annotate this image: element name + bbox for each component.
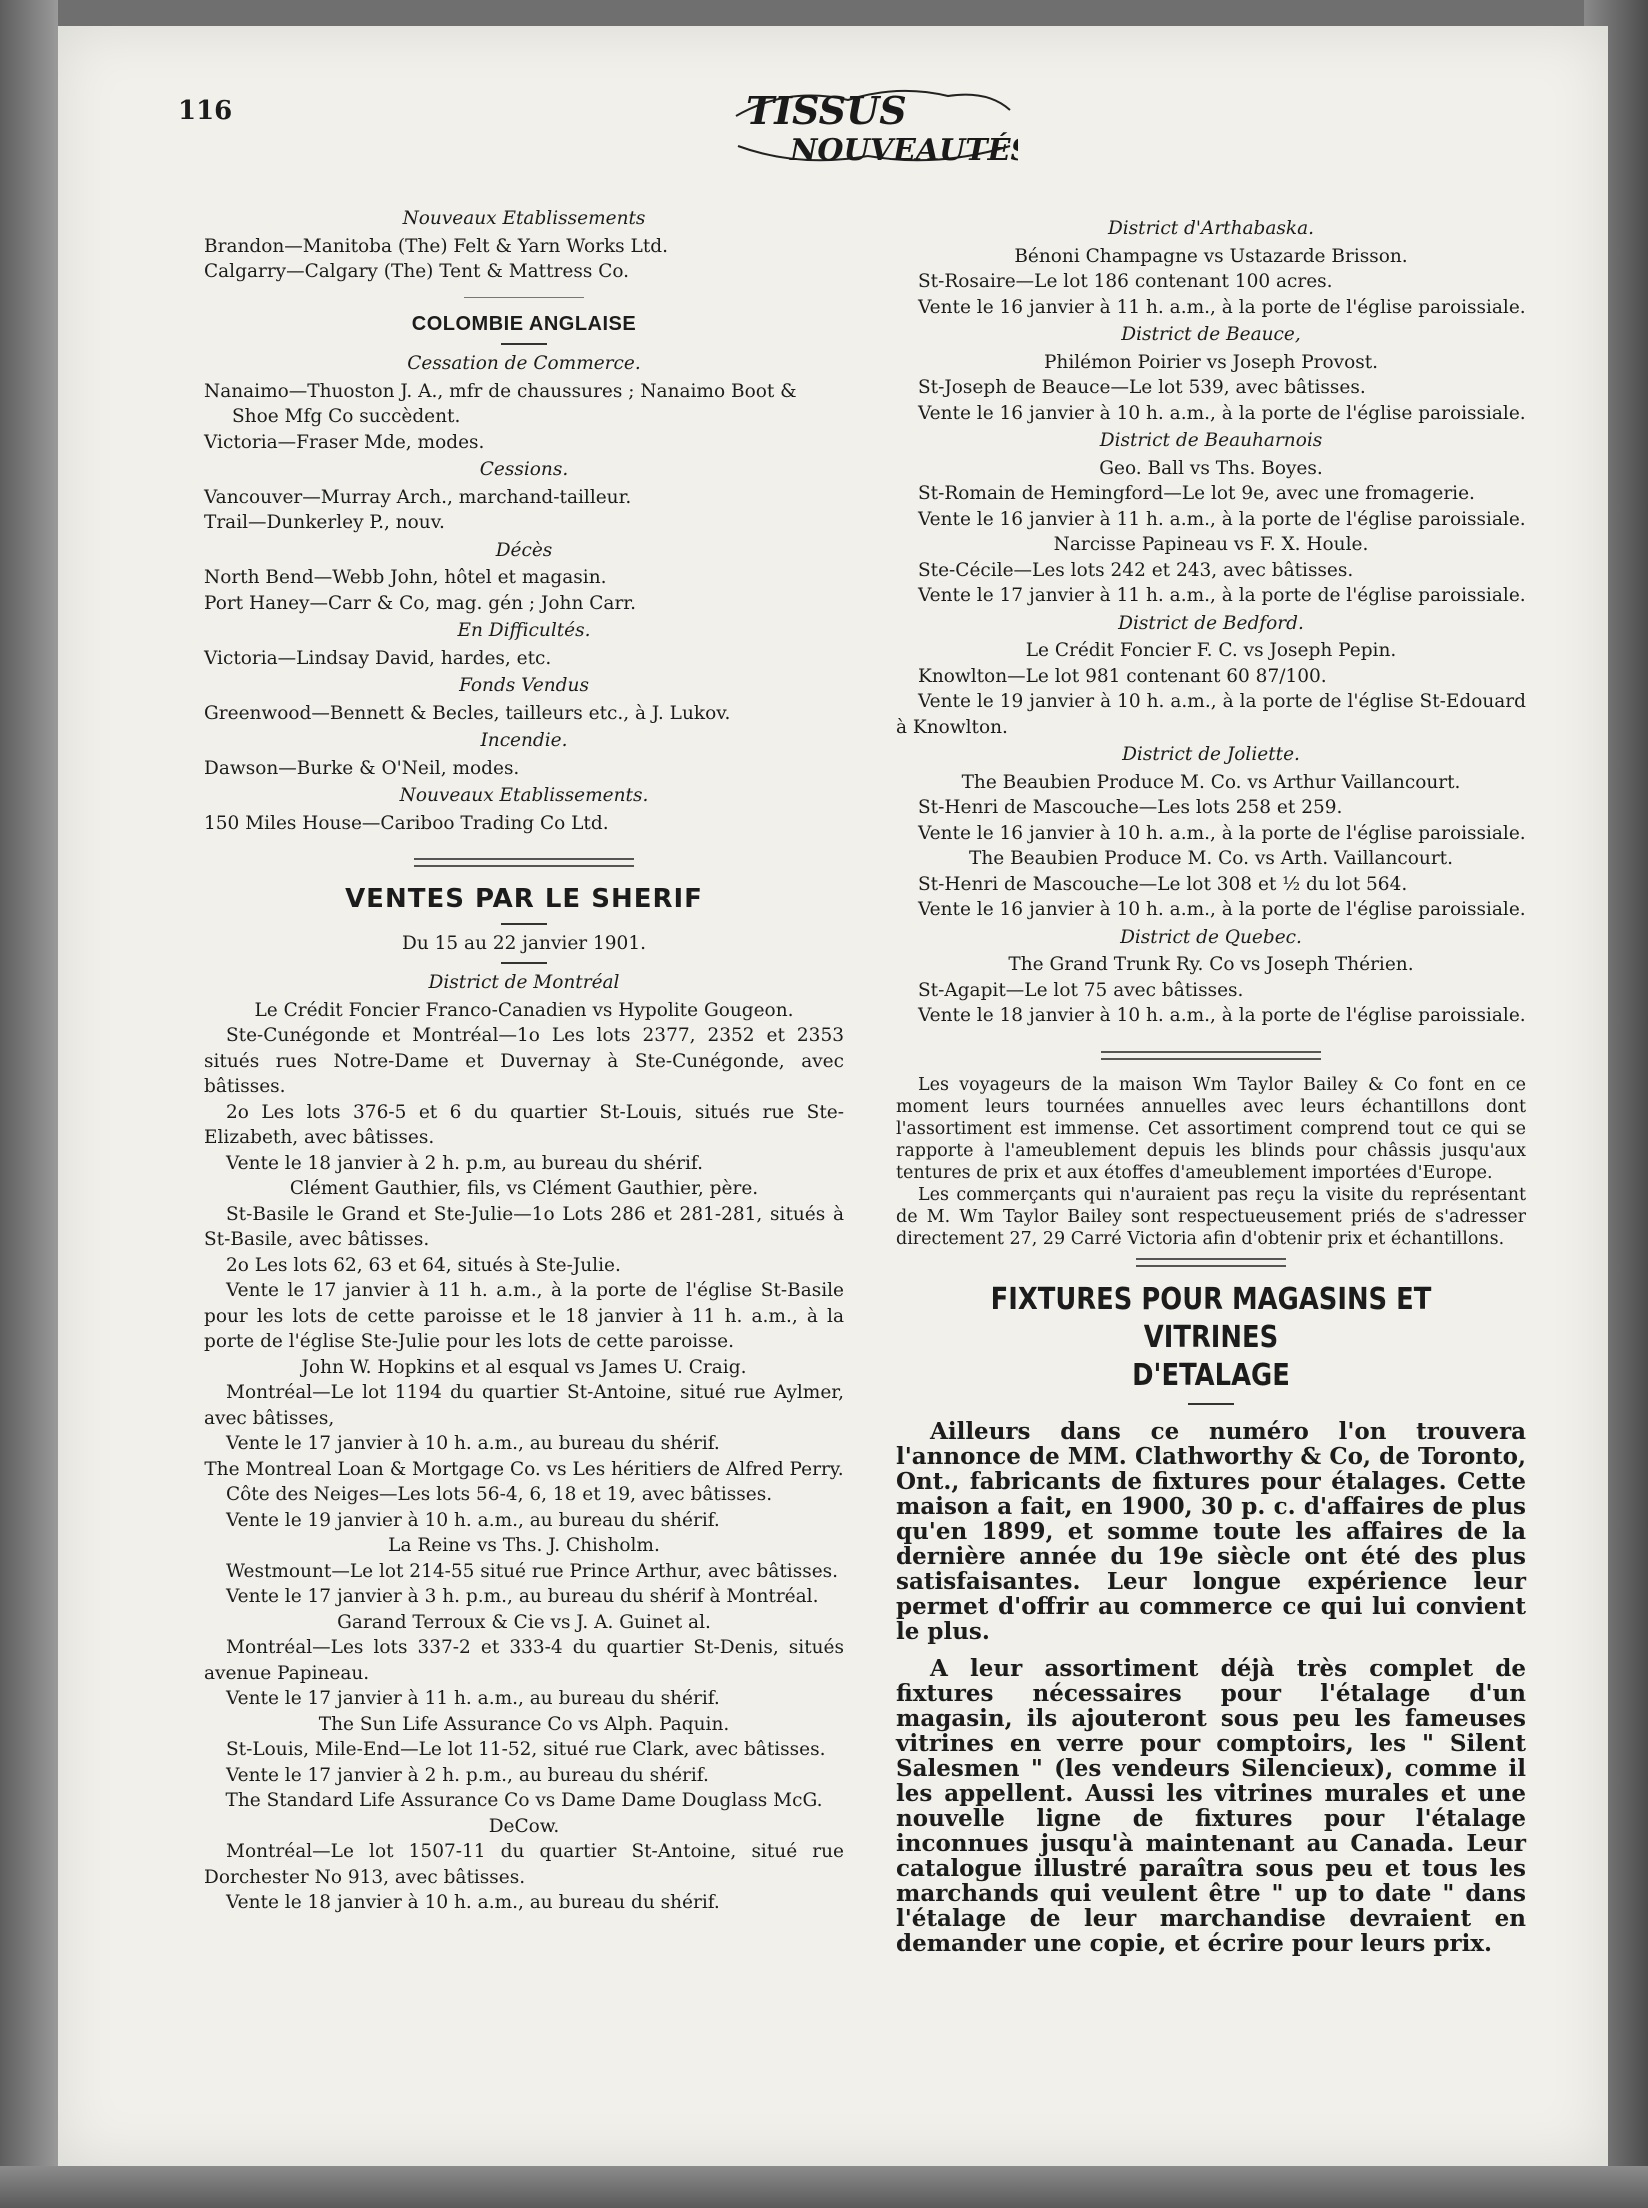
district-heading: District de Bedford. bbox=[1118, 612, 1304, 634]
entry-text: Vente le 16 janvier à 10 h. a.m., à la porte de l'église paroissiale. bbox=[918, 822, 1526, 844]
list-item: Nanaimo—Thuoston J. A., mfr de chaussures ; Nanaimo Boot & Shoe Mfg Co succèdent. bbox=[204, 380, 797, 427]
entry-text: Vente le 19 janvier à 10 h. a.m., à la porte de l'église St-Edouard à Knowlton. bbox=[896, 691, 1526, 738]
district-heading: District de Montréal bbox=[428, 972, 620, 993]
case-title: The Beaubien Produce M. Co. vs Arth. Vaillancourt. bbox=[969, 848, 1453, 869]
entry-text: Vente le 17 janvier à 3 h. p.m., au bureau du shérif à Montréal. bbox=[226, 1586, 819, 1607]
case-title: Narcisse Papineau vs F. X. Houle. bbox=[1053, 534, 1369, 555]
district-entries bbox=[896, 216, 1526, 1029]
entry-text: St-Louis, Mile-End—Le lot 11-52, situé rue Clark, avec bâtisses. bbox=[226, 1739, 826, 1760]
section-heading: Décès bbox=[495, 539, 553, 561]
list-item: Trail—Dunkerley P., nouv. bbox=[204, 512, 445, 533]
divider bbox=[501, 923, 547, 925]
case-title: The Beaubien Produce M. Co. vs Arthur Vaillancourt. bbox=[961, 771, 1461, 793]
masthead-logo bbox=[728, 76, 1018, 172]
section-heading: Cessation de Commerce. bbox=[407, 353, 641, 374]
divider bbox=[464, 297, 584, 298]
article-title-line1: FIXTURES POUR MAGASINS ET VITRINES bbox=[990, 1281, 1432, 1355]
case-title: La Reine vs Ths. J. Chisholm. bbox=[388, 1535, 660, 1556]
divider bbox=[501, 962, 547, 964]
entry-text: Montréal—Le lot 1194 du quartier St-Antoine, situé rue Aylmer, avec bâtisses, bbox=[204, 1382, 844, 1429]
entry-text: Vente le 17 janvier à 11 h. a.m., au bureau du shérif. bbox=[226, 1688, 720, 1709]
masthead-line1: TISSUS bbox=[746, 88, 907, 133]
entry-text: Vente le 16 janvier à 11 h. a.m., à la porte de l'église paroissiale. bbox=[918, 296, 1526, 318]
case-title: Bénoni Champagne vs Ustazarde Brisson. bbox=[1014, 245, 1408, 267]
list-item: Vancouver—Murray Arch., marchand-tailleur. bbox=[204, 486, 632, 508]
case-title: The Grand Trunk Ry. Co vs Joseph Thérien. bbox=[1008, 954, 1414, 975]
notice-block bbox=[896, 1074, 1526, 1250]
entry-text: Vente le 18 janvier à 10 h. a.m., à la porte de l'église paroissiale. bbox=[918, 1005, 1526, 1026]
case-title: The Sun Life Assurance Co vs Alph. Paquin. bbox=[318, 1713, 730, 1735]
entry-text: Vente le 16 janvier à 11 h. a.m., à la porte de l'église paroissiale. bbox=[918, 508, 1526, 530]
entry-text: Côte des Neiges—Les lots 56-4, 6, 18 et 19, avec bâtisses. bbox=[226, 1484, 773, 1505]
entry-text: Ste-Cunégonde et Montréal—1o Les lots 2377, 2352 et 2353 situés rues Notre-Dame et Duvernay à Ste-Cunégonde, avec bâtisses. bbox=[204, 1025, 844, 1097]
scan-edge-left bbox=[0, 0, 58, 2208]
article-paragraph: Ailleurs dans ce numéro l'on trouvera l'annonce de MM. Clathworthy & Co, de Toronto, Ont., fabricants de fixtures pour étalages. Cette maison a fait, en 1900, 30 p. c. d'affaires de plus qu'en 1899, et somme toute les affaires de la dernière année du 19e siècle ont été des plus satisfaisantes. Leur longue expérience leur permet d'offrir au commerce ce qui lui convient le plus. bbox=[896, 1417, 1526, 1645]
section-heading: Nouveaux Etablissements. bbox=[399, 785, 649, 806]
entry-text: St-Basile le Grand et Ste-Julie—1o Lots 286 et 281-281, situés à St-Basile, avec bâtisses. bbox=[204, 1203, 844, 1250]
case-title: Le Crédit Foncier Franco-Canadien vs Hypolite Gougeon. bbox=[254, 999, 794, 1021]
case-title: Clément Gauthier, fils, vs Clément Gauthier, père. bbox=[289, 1178, 759, 1199]
district-heading: District de Quebec. bbox=[1120, 926, 1302, 948]
left-column bbox=[204, 204, 844, 1916]
case-title: The Montreal Loan & Mortgage Co. vs Les héritiers de Alfred Perry. bbox=[204, 1458, 844, 1480]
list-item: Greenwood—Bennett & Becles, tailleurs etc., à J. Lukov. bbox=[204, 702, 731, 724]
entry-text: St-Joseph de Beauce—Le lot 539, avec bâtisses. bbox=[918, 377, 1366, 398]
district-heading: District de Joliette. bbox=[1122, 744, 1300, 765]
entry-text: Vente le 16 janvier à 10 h. a.m., à la porte de l'église paroissiale. bbox=[918, 899, 1526, 920]
divider bbox=[1136, 1258, 1286, 1267]
district-heading: District d'Arthabaska. bbox=[1107, 218, 1315, 239]
case-title: Garand Terroux & Cie vs J. A. Guinet al. bbox=[337, 1611, 711, 1633]
divider bbox=[1101, 1051, 1321, 1060]
masthead-line2: NOUVEAUTÉS bbox=[790, 133, 1018, 168]
case-title: John W. Hopkins et al esqual vs James U. Craig. bbox=[301, 1356, 747, 1378]
entry-text: St-Henri de Mascouche—Les lots 258 et 259. bbox=[918, 797, 1343, 818]
entry-text: Knowlton—Le lot 981 contenant 60 87/100. bbox=[918, 665, 1327, 687]
sheriff-dates: Du 15 au 22 janvier 1901. bbox=[402, 932, 646, 954]
list-item: 150 Miles House—Cariboo Trading Co Ltd. bbox=[204, 812, 609, 834]
entry-text: Montréal—Les lots 337-2 et 333-4 du quartier St-Denis, situés avenue Papineau. bbox=[204, 1637, 844, 1684]
district-heading: District de Beauharnois bbox=[1099, 430, 1323, 451]
notice-paragraph: Les voyageurs de la maison Wm Taylor Bailey & Co font en ce moment leurs tournées annuelles avec leurs échantillons dont l'assortiment est immense. Cet assortiment comprend tout ce qui se rapporte à l'ameublement depuis les blinds pour châssis jusqu'aux tentures de prix et aux étoffes d'ameublement importées d'Europe. bbox=[896, 1074, 1526, 1183]
section-heading: Fonds Vendus bbox=[459, 675, 589, 696]
province-heading: COLOMBIE ANGLAISE bbox=[411, 312, 637, 335]
entry-text: Vente le 17 janvier à 11 h. a.m., à la porte de l'église St-Basile pour les lots de cette paroisse et le 18 janvier à 11 h. a.m., à la porte de l'église Ste-Julie pour les lots de cette paroisse. bbox=[204, 1280, 844, 1352]
notice-paragraph: Les commerçants qui n'auraient pas reçu la visite du représentant de M. Wm Taylor Bailey sont respectueusement priés de s'adresser directement 27, 29 Carré Victoria afin d'obtenir prix et échantillons. bbox=[896, 1184, 1526, 1249]
entry-text: Vente le 18 janvier à 2 h. p.m, au bureau du shérif. bbox=[226, 1152, 703, 1174]
divider bbox=[414, 858, 634, 867]
sheriff-title: VENTES PAR LE SHERIF bbox=[345, 884, 703, 914]
list-item: Victoria—Lindsay David, hardes, etc. bbox=[204, 647, 552, 669]
page-number: 116 bbox=[178, 96, 233, 126]
entry-text: St-Henri de Mascouche—Le lot 308 et ½ du lot 564. bbox=[918, 873, 1408, 895]
divider bbox=[1188, 1403, 1234, 1405]
sheriff-entries bbox=[204, 998, 844, 1916]
list-item: Port Haney—Carr & Co, mag. gén ; John Carr. bbox=[204, 592, 636, 614]
section-heading: Nouveaux Etablissements bbox=[402, 208, 646, 229]
entry-text: 2o Les lots 62, 63 et 64, situés à Ste-Julie. bbox=[226, 1254, 621, 1276]
entry-text: Vente le 18 janvier à 10 h. a.m., au bureau du shérif. bbox=[226, 1892, 720, 1913]
case-title: Le Crédit Foncier F. C. vs Joseph Pepin. bbox=[1025, 640, 1397, 661]
list-item: North Bend—Webb John, hôtel et magasin. bbox=[204, 567, 607, 588]
article-title bbox=[940, 1281, 1482, 1395]
right-column bbox=[896, 214, 1526, 1968]
entry-text: Ste-Cécile—Les lots 242 et 243, avec bâtisses. bbox=[918, 559, 1354, 581]
section-heading: Incendie. bbox=[480, 730, 568, 751]
case-title: The Standard Life Assurance Co vs Dame Dame Douglass McG. DeCow. bbox=[225, 1790, 823, 1837]
list-item: Victoria—Fraser Mde, modes. bbox=[204, 431, 485, 453]
entry-text: Westmount—Le lot 214-55 situé rue Prince Arthur, avec bâtisses. bbox=[226, 1560, 839, 1582]
article-paragraph: A leur assortiment déjà très complet de fixtures nécessaires pour l'étalage d'un magasin, ils ajouteront sous peu les fameuses vitrines en verre pour comptoirs, les " Silent Salesmen " (les vendeurs Silencieux), comme il les appellent. Aussi les vitrines murales et une nouvelle ligne de fixtures pour l'étalage inconnues jusqu'à maintenant au Canada. Leur catalogue illustré paraîtra sous peu et tous les marchands qui veulent être " up to date " dans l'étalage de leur marchandise devraient en demander une copie, et écrire pour leurs prix. bbox=[896, 1654, 1526, 1957]
entry-text: St-Romain de Hemingford—Le lot 9e, avec une fromagerie. bbox=[918, 483, 1475, 504]
entry-text: St-Rosaire—Le lot 186 contenant 100 acres. bbox=[918, 271, 1333, 292]
list-item: Brandon—Manitoba (The) Felt & Yarn Works Ltd. bbox=[204, 235, 668, 257]
entry-text: Vente le 17 janvier à 10 h. a.m., au bureau du shérif. bbox=[226, 1433, 720, 1454]
entry-text: Vente le 19 janvier à 10 h. a.m., au bureau du shérif. bbox=[226, 1509, 720, 1531]
list-item: Dawson—Burke & O'Neil, modes. bbox=[204, 757, 520, 779]
section-heading: En Difficultés. bbox=[457, 620, 591, 641]
section-heading: Cessions. bbox=[479, 459, 569, 480]
entry-text: Montréal—Le lot 1507-11 du quartier St-Antoine, situé rue Dorchester No 913, avec bâtisses. bbox=[204, 1841, 844, 1888]
district-heading: District de Beauce, bbox=[1121, 324, 1301, 345]
case-title: Geo. Ball vs Ths. Boyes. bbox=[1099, 457, 1323, 479]
case-title: Philémon Poirier vs Joseph Provost. bbox=[1043, 351, 1379, 373]
entry-text: St-Agapit—Le lot 75 avec bâtisses. bbox=[918, 979, 1244, 1001]
list-item: Calgarry—Calgary (The) Tent & Mattress Co. bbox=[204, 261, 630, 282]
province-groups bbox=[204, 351, 844, 836]
entry-text: Vente le 17 janvier à 11 h. a.m., à la porte de l'église paroissiale. bbox=[918, 585, 1526, 606]
entry-text: Vente le 16 janvier à 10 h. a.m., à la porte de l'église paroissiale. bbox=[918, 402, 1526, 424]
scan-edge-bottom bbox=[0, 2166, 1648, 2208]
entry-text: Vente le 17 janvier à 2 h. p.m., au bureau du shérif. bbox=[226, 1764, 709, 1786]
article-title-line2: D'ETALAGE bbox=[1132, 1357, 1290, 1393]
divider bbox=[501, 343, 547, 345]
entry-text: 2o Les lots 376-5 et 6 du quartier St-Louis, situés rue Ste-Elizabeth, avec bâtisses. bbox=[204, 1101, 844, 1148]
